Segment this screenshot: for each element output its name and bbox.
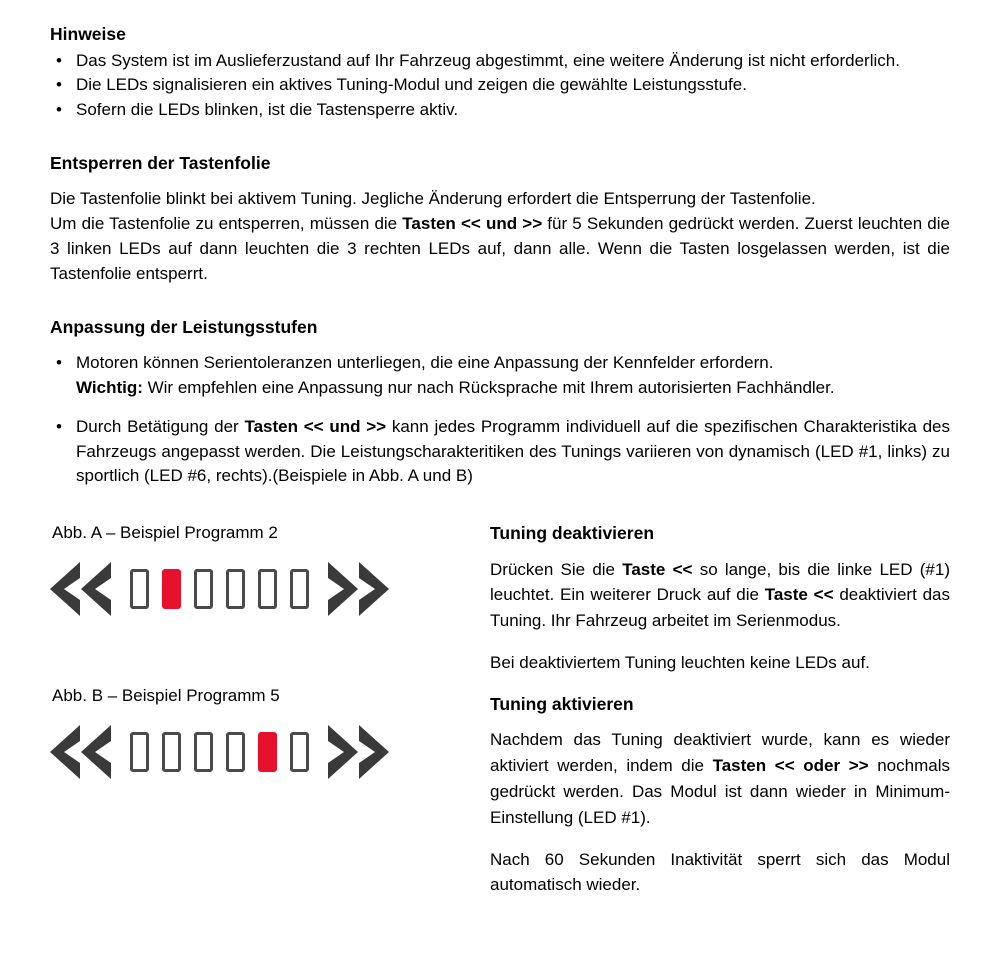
double-chevron-right-icon — [327, 723, 389, 781]
notes-heading: Hinweise — [50, 24, 126, 44]
activate-paragraph-1 — [490, 727, 950, 830]
figure-a-caption: Abb. A – Beispiel Programm 2 — [52, 523, 278, 543]
led-3 — [194, 569, 213, 609]
list-item — [50, 351, 950, 401]
activate-p1-pre: Nachdem das Tuning deaktiviert wurde, kann es wieder aktiviert werden, indem die — [490, 730, 950, 776]
adjust-list — [50, 351, 950, 489]
led-4 — [226, 569, 245, 609]
deactivate-paragraph-2: Bei deaktiviertem Tuning leuchten keine LEDs auf. — [490, 653, 870, 673]
notes-item-text: Sofern die LEDs blinken, ist die Tastensperre aktiv. — [76, 100, 459, 120]
adjust-item2-post: kann jedes Programm individuell auf die spezifischen Charakteristika des Fahrzeugs angepasst werden. Die Leistungscharakteritiken des Tunings variieren von dynamisch (LED #1, links) zu sportlich (LED #6, rechts).(Beispiele in Abb. A und B) — [76, 416, 950, 486]
instructions-column — [482, 521, 950, 914]
deactivate-p1-bold2: Taste << — [764, 585, 834, 605]
led-2 — [162, 732, 181, 772]
bullet-icon: • — [56, 100, 62, 120]
list-item — [50, 73, 950, 98]
unlock-paragraph-1: Die Tastenfolie blinkt bei aktivem Tuning. Jegliche Änderung erfordert die Entsperrung der Tastenfolie. — [50, 189, 816, 209]
notes-list — [50, 49, 950, 123]
list-item — [50, 98, 950, 123]
figures-and-instructions — [50, 521, 950, 914]
led-1 — [130, 732, 149, 772]
adjust-item1-bold: Wichtig: — [76, 378, 143, 397]
deactivate-heading: Tuning deaktivieren — [490, 523, 655, 544]
activate-heading: Tuning aktivieren — [490, 693, 634, 714]
led-5 — [258, 569, 277, 609]
adjust-item2-pre: Durch Betätigung der — [76, 416, 245, 436]
list-item — [50, 49, 950, 74]
adjust-item2-bold: Tasten << und >> — [244, 416, 387, 436]
figures-column — [50, 521, 482, 914]
double-chevron-right-icon — [327, 560, 389, 618]
deactivate-p1-pre: Drücken Sie die — [490, 559, 623, 579]
figure-b-led-panel — [50, 723, 482, 781]
bullet-icon: • — [56, 50, 62, 70]
led-4 — [226, 732, 245, 772]
unlock-p2-bold: Tasten << und >> — [402, 214, 543, 234]
activate-p1-post: nochmals gedrückt werden. Das Modul ist dann wieder in Minimum-Einstellung (LED #1). — [490, 756, 950, 827]
led-3 — [194, 732, 213, 772]
activate-p1-bold: Tasten << oder >> — [712, 756, 869, 776]
unlock-p2-post: für 5 Sekunden gedrückt werden. Zuerst leuchten die 3 linken LEDs auf dann leuchten die 3 rechten LEDs auf, dann alle. Wenn die Tasten losgelassen werden, ist die Tastenfolie entsperrt. — [50, 214, 950, 283]
list-item — [50, 415, 950, 489]
figure-a-leds — [130, 569, 309, 609]
figure-b-leds — [130, 732, 309, 772]
figure-b — [50, 684, 482, 781]
activate-paragraph-2: Nach 60 Sekunden Inaktivität sperrt sich das Modul automatisch wieder. — [490, 849, 950, 895]
unlock-p2-pre: Um die Tastenfolie zu entsperren, müssen die — [50, 214, 403, 234]
led-6 — [290, 569, 309, 609]
adjust-item1-line2: Wir empfehlen eine Anpassung nur nach Rücksprache mit Ihrem autorisierten Fachhändler. — [142, 378, 835, 397]
deactivate-p1-mid: so lange, bis die linke LED (#1) leuchtet. Ein weiterer Druck auf die — [490, 559, 950, 605]
bullet-icon: • — [56, 75, 62, 95]
led-6 — [290, 732, 309, 772]
led-2 — [162, 569, 181, 609]
double-chevron-left-icon — [50, 723, 112, 781]
bullet-icon: • — [56, 416, 62, 436]
deactivate-p1-bold1: Taste << — [622, 559, 693, 579]
figure-a — [50, 521, 482, 618]
adjust-heading: Anpassung der Leistungsstufen — [50, 316, 318, 337]
led-5 — [258, 732, 277, 772]
double-chevron-left-icon — [50, 560, 112, 618]
unlock-paragraph-2 — [50, 212, 950, 286]
figure-b-caption: Abb. B – Beispiel Programm 5 — [52, 685, 280, 705]
unlock-heading: Entsperren der Tastenfolie — [50, 152, 271, 173]
deactivate-p1-post: deaktiviert das Tuning. Ihr Fahrzeug arbeitet im Serienmodus. — [490, 585, 950, 631]
figure-a-led-panel — [50, 560, 482, 618]
adjust-item1-line1: Motoren können Serientoleranzen unterliegen, die eine Anpassung der Kennfelder erfordern. — [76, 353, 774, 373]
bullet-icon: • — [56, 353, 62, 373]
notes-item-text: Die LEDs signalisieren ein aktives Tuning-Modul und zeigen die gewählte Leistungsstufe. — [76, 75, 747, 95]
led-1 — [130, 569, 149, 609]
deactivate-paragraph-1 — [490, 557, 950, 634]
notes-item-text: Das System ist im Auslieferzustand auf Ihr Fahrzeug abgestimmt, eine weitere Änderung ist nicht erforderlich. — [76, 50, 900, 70]
